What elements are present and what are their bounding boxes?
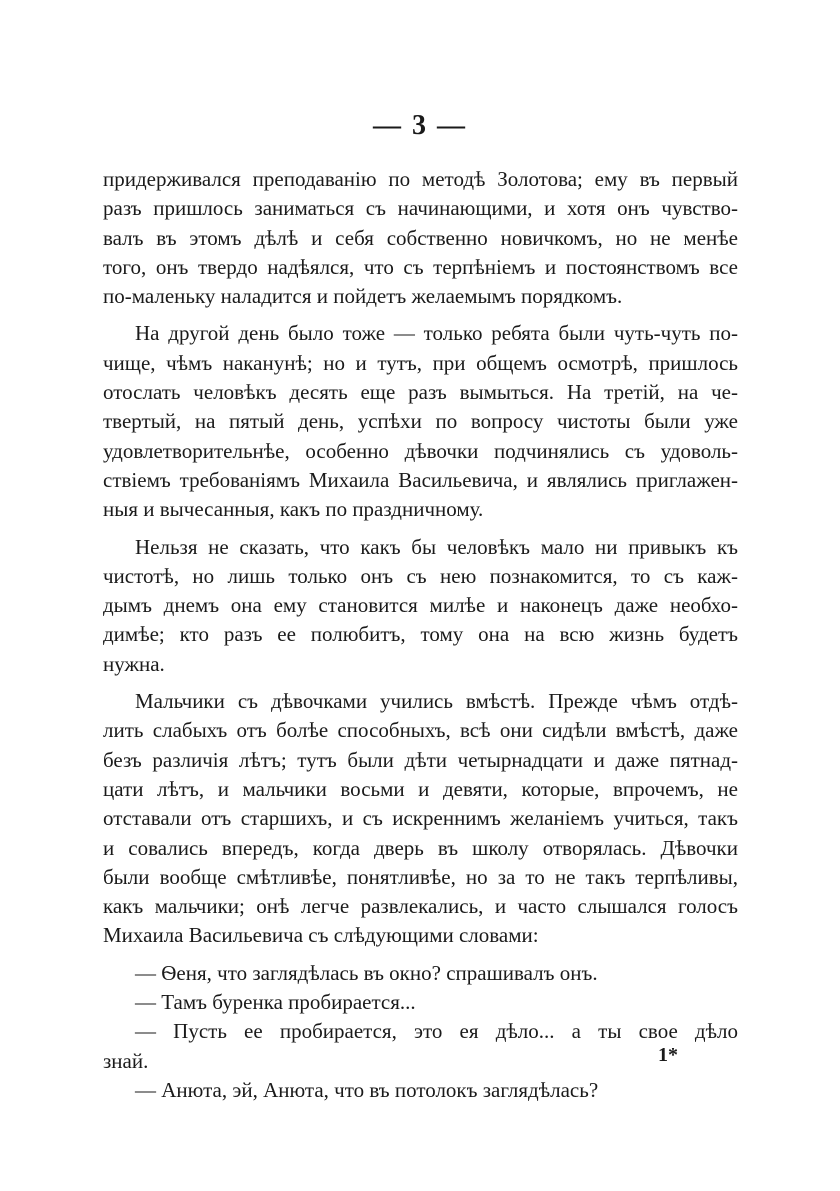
text-line: знай.	[103, 1048, 149, 1073]
paragraph-gap	[103, 679, 738, 687]
paragraph	[103, 988, 738, 1017]
paragraph	[103, 533, 738, 679]
text-line: удовлетворительнѣе, особенно дѣвочки подчинялись съ удоволь-	[103, 438, 738, 463]
text-line: отослать человѣкъ десять еще разъ вымыться. На третій, на че-	[103, 380, 738, 405]
text-line: ствіемъ требованіямъ Михаила Васильевича, и являлись приглажен-	[103, 467, 738, 492]
paragraph	[103, 687, 738, 951]
paragraph	[103, 1076, 738, 1105]
text-line: ныя и вычесанныя, какъ по праздничному.	[103, 497, 484, 522]
text-line: Мальчики съ дѣвочками учились вмѣстѣ. Прежде чѣмъ отдѣ-	[135, 689, 738, 714]
text-line: того, онъ твердо надѣялся, что съ терпѣніемъ и постоянствомъ все	[103, 254, 738, 279]
text-line: нужна.	[103, 651, 165, 676]
text-line: твертый, на пятый день, успѣхи по вопросу чистоты были уже	[103, 409, 738, 434]
text-line: по-маленьку наладится и пойдетъ желаемымъ порядкомъ.	[103, 284, 623, 309]
text-line: были вообще смѣтливѣе, понятливѣе, но за то не такъ терпѣливы,	[103, 864, 738, 889]
text-line: — Анюта, эй, Анюта, что въ потолокъ заглядѣлась?	[135, 1077, 599, 1102]
text-line: отставали отъ старшихъ, и съ искреннимъ желаніемъ учиться, такъ	[103, 806, 738, 831]
text-line: придерживался преподаванію по методѣ Золотова; ему въ первый	[103, 167, 738, 191]
paragraph	[103, 959, 738, 988]
page-number: — 3 —	[373, 110, 467, 141]
text-line: На другой день было тоже — только ребята были чуть-чуть по-	[135, 321, 738, 346]
text-line: безъ различія лѣтъ; тутъ были дѣти четырнадцати и даже пятнад-	[103, 747, 738, 772]
paragraph	[103, 319, 738, 524]
text-line: — Пусть ее пробирается, это ея дѣло... а ты свое дѣло	[135, 1019, 738, 1044]
text-line: Нельзя не сказать, что какъ бы человѣкъ мало ни привыкъ къ	[135, 534, 738, 559]
text-line: чище, чѣмъ наканунѣ; но и тутъ, при общемъ осмотрѣ, пришлось	[103, 350, 738, 375]
text-line: разъ пришлось заниматься съ начинающими, и хотя онъ чувство-	[103, 196, 738, 221]
text-line: какъ мальчики; онѣ легче развлекались, и часто слышался голосъ	[103, 894, 738, 919]
text-line: лить слабыхъ отъ болѣе способныхъ, всѣ они сидѣли вмѣстѣ, даже	[103, 718, 738, 743]
text-line: дымъ днемъ она ему становится милѣе и наконецъ даже необхо-	[103, 593, 738, 618]
paragraph	[103, 1017, 738, 1076]
text-line: валъ въ этомъ дѣлѣ и себя собственно новичкомъ, но не менѣе	[103, 225, 738, 250]
text-line: цати лѣтъ, и мальчики восьми и девяти, которые, впрочемъ, не	[103, 776, 738, 801]
paragraph-gap	[103, 951, 738, 959]
paragraph-gap	[103, 311, 738, 319]
signature-mark: 1*	[658, 1044, 678, 1066]
text-line: — Ѳеня, что заглядѣлась въ окно? спрашивалъ онъ.	[135, 960, 598, 985]
text-line: димѣе; кто разъ ее полюбитъ, тому она на всю жизнь будетъ	[103, 622, 738, 647]
text-line: чистотѣ, но лишь только онъ съ нею познакомится, то съ каж-	[103, 563, 738, 588]
text-line: Михаила Васильевича съ слѣдующими словами:	[103, 923, 539, 948]
paragraph	[103, 165, 738, 311]
paragraph-gap	[103, 525, 738, 533]
body-text	[103, 165, 738, 1105]
text-line: — Тамъ буренка пробирается...	[135, 990, 416, 1015]
text-line: и совались впередъ, когда дверь въ школу отворялась. Дѣвочки	[103, 835, 738, 860]
